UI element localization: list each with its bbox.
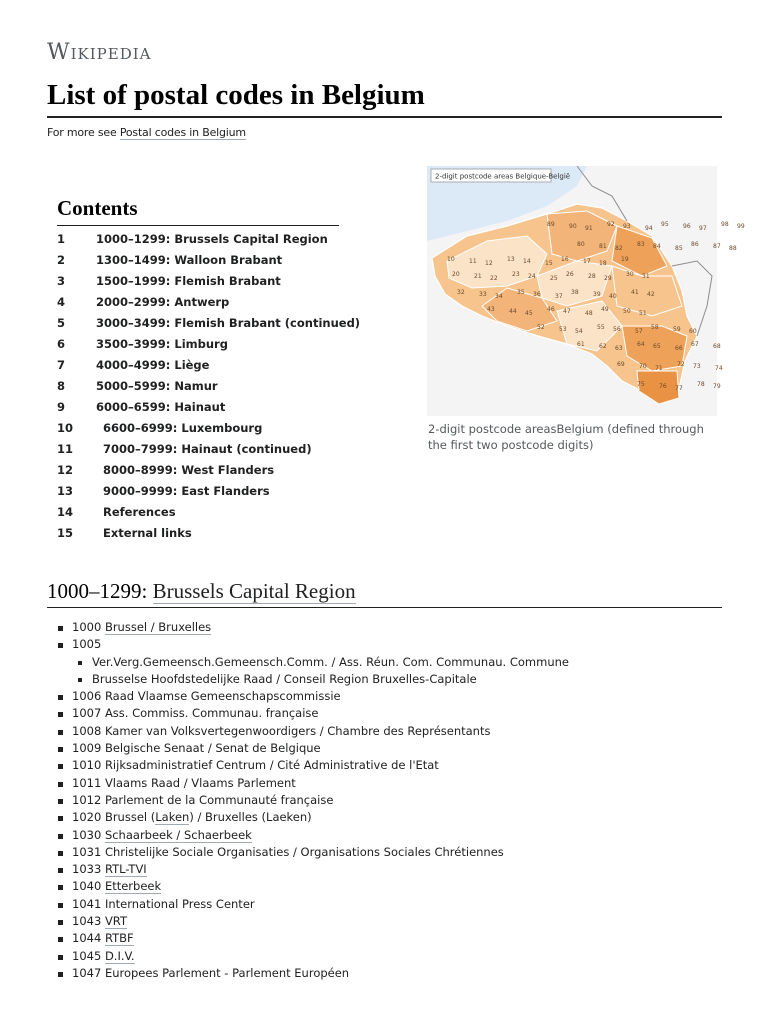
list-item — [58, 740, 738, 757]
bullet-icon — [58, 747, 63, 752]
map-region-label: 62 — [599, 343, 607, 350]
map-region-label: 43 — [487, 306, 495, 313]
list-item — [58, 827, 738, 844]
toc-item[interactable] — [57, 463, 357, 484]
map-region-label: 23 — [512, 271, 520, 278]
postal-code-list — [58, 619, 738, 982]
postal-code: 1012 — [72, 792, 105, 807]
place-name: International Press Center — [104, 896, 255, 911]
postal-code: 1040 — [72, 879, 105, 894]
toc-link[interactable]: 6000–6599: Hainaut — [96, 400, 226, 414]
list-item — [58, 861, 738, 878]
map-region-label: 35 — [517, 289, 525, 296]
bullet-icon — [58, 782, 63, 787]
toc-link[interactable]: 8000–8999: West Flanders — [103, 463, 275, 477]
map-region-label: 22 — [490, 275, 498, 282]
map-region-label: 92 — [607, 221, 615, 228]
map-region-label: 38 — [571, 289, 579, 296]
map-region-label: 55 — [597, 324, 605, 331]
list-item-text — [72, 688, 341, 705]
bullet-icon — [58, 816, 63, 821]
map-region-label: 50 — [623, 308, 631, 315]
map-region-label: 75 — [637, 381, 645, 388]
bullet-icon — [58, 903, 63, 908]
map-region-label: 87 — [713, 243, 721, 250]
list-item — [58, 930, 738, 947]
map-region-label: 49 — [601, 306, 609, 313]
bullet-icon — [58, 799, 63, 804]
place-link[interactable]: Laken — [155, 810, 190, 825]
bullet-icon — [58, 920, 63, 925]
bullet-icon — [58, 643, 63, 648]
list-item-text — [72, 723, 490, 740]
wikipedia-logo[interactable]: Wikipedia — [47, 40, 152, 65]
map-region-label: 52 — [537, 324, 545, 331]
map-region-label: 57 — [635, 328, 643, 335]
postal-code: 1020 — [72, 810, 105, 825]
bullet-icon — [58, 695, 63, 700]
toc-number: 4 — [57, 295, 66, 309]
toc-item[interactable] — [57, 379, 357, 400]
place-name: Ass. Commiss. Communau. française — [104, 706, 319, 721]
bullet-icon — [58, 834, 63, 839]
map-region-label: 34 — [495, 293, 503, 300]
postal-code: 1007 — [72, 706, 105, 721]
map-region-label: 44 — [509, 308, 517, 315]
place-name: Vlaams Raad / Vlaams Parlement — [104, 775, 296, 790]
list-item — [58, 636, 738, 653]
map-region-label: 67 — [691, 341, 699, 348]
postal-code: 1000 — [72, 620, 105, 634]
list-item-text — [72, 878, 161, 895]
postal-code: 1009 — [72, 741, 105, 756]
map-region-label: 51 — [639, 310, 647, 317]
toc-number: 9 — [57, 400, 66, 414]
toc-link[interactable]: References — [103, 505, 176, 519]
place-link[interactable]: D.I.V. — [104, 948, 135, 963]
map-region-label: 69 — [617, 361, 625, 368]
list-item-text — [72, 861, 147, 878]
map-region-label: 33 — [479, 291, 487, 298]
place-name: Belgische Senaat / Senat de Belgique — [104, 741, 321, 756]
map-region-label: 71 — [655, 365, 663, 372]
list-item-text — [92, 671, 477, 688]
place-link[interactable]: RTL-TVI — [104, 862, 147, 877]
map-region-label: 72 — [677, 361, 685, 368]
map-region-label: 17 — [583, 258, 591, 265]
map-region-label: 41 — [631, 289, 639, 296]
toc-list — [57, 232, 361, 547]
list-item-text — [72, 913, 127, 930]
map-region-label: 37 — [555, 293, 563, 300]
toc-number: 10 — [57, 421, 74, 435]
map-region-label: 54 — [575, 328, 583, 335]
postal-code: 1041 — [72, 896, 105, 911]
list-item — [58, 809, 738, 826]
bullet-icon — [78, 678, 82, 682]
toc-link[interactable]: 2000–2999: Antwerp — [96, 295, 230, 309]
place-name: ) / Bruxelles (Laeken) — [189, 810, 312, 825]
bullet-icon — [78, 661, 82, 665]
toc-title: Contents — [57, 196, 339, 226]
map-region-label: 99 — [737, 223, 745, 230]
bullet-icon — [58, 937, 63, 942]
map-region-label: 85 — [675, 245, 683, 252]
map-region-label: 29 — [604, 275, 612, 282]
map-region-label: 36 — [533, 291, 541, 298]
map-region-label: 46 — [547, 306, 555, 313]
sub-list-item — [58, 654, 738, 671]
toc-number: 14 — [57, 505, 74, 519]
map-region-label: 53 — [559, 326, 567, 333]
postal-code: 1044 — [72, 931, 105, 946]
list-item-text — [72, 636, 101, 653]
postal-code: 1045 — [72, 948, 105, 963]
map-region-label: 94 — [645, 225, 653, 232]
toc-item[interactable] — [57, 526, 357, 547]
postal-code: 1030 — [72, 827, 105, 842]
map-region-label: 24 — [528, 273, 536, 280]
map-region-label: 13 — [507, 256, 515, 263]
map-region-label: 93 — [623, 223, 631, 230]
place-link[interactable]: Schaarbeek / Schaerbeek — [104, 827, 252, 842]
map-region-label: 39 — [593, 291, 601, 298]
map-region-label: 59 — [673, 326, 681, 333]
map-svg — [427, 166, 745, 416]
postal-code: 1047 — [72, 965, 105, 980]
map-region-label: 63 — [615, 345, 623, 352]
list-item — [58, 896, 738, 913]
place-link[interactable]: Brussel / Bruxelles — [104, 620, 212, 634]
map-region-label: 14 — [523, 258, 531, 265]
toc-number: 3 — [57, 274, 66, 288]
postal-code: 1006 — [72, 689, 105, 704]
list-item-text — [72, 827, 252, 844]
toc-link[interactable]: 1000–1299: Brussels Capital Region — [96, 232, 328, 246]
map-region-label: 42 — [647, 291, 655, 298]
bullet-icon — [58, 955, 63, 960]
bullet-icon — [58, 730, 63, 735]
place-link[interactable]: RTBF — [104, 931, 134, 946]
map-region-label: 32 — [457, 289, 465, 296]
place-name: Europees Parlement - Parlement Européen — [104, 965, 350, 980]
map-region-label: 68 — [713, 343, 721, 350]
map-region-label: 84 — [653, 243, 661, 250]
map-region-label: 10 — [447, 256, 455, 263]
toc-item[interactable] — [57, 505, 357, 526]
postal-code: 1033 — [72, 862, 105, 877]
map-region-label: 77 — [675, 385, 683, 392]
toc-link[interactable]: 4000–4999: Liège — [96, 358, 210, 372]
toc-item[interactable] — [57, 295, 357, 316]
list-item-text — [72, 948, 135, 965]
list-item — [58, 723, 738, 740]
bullet-icon — [58, 868, 63, 873]
toc-number: 13 — [57, 484, 74, 498]
map-title: 2-digit postcode areas Belgique-België — [435, 172, 571, 181]
list-item-text — [72, 965, 349, 982]
list-item-text — [92, 654, 569, 671]
list-item-text — [72, 740, 321, 757]
map-region-label: 96 — [683, 223, 691, 230]
place-name: Brusselse Hoofdstedelijke Raad / Conseil Region Bruxelles-Capitale — [92, 671, 477, 686]
map-region-label: 28 — [588, 273, 596, 280]
map-region-label: 80 — [577, 241, 585, 248]
toc-number: 7 — [57, 358, 66, 372]
map-region-label: 95 — [661, 221, 669, 228]
toc-item[interactable] — [57, 358, 357, 379]
toc-item[interactable] — [57, 442, 357, 463]
toc-link[interactable]: 5000–5999: Namur — [96, 379, 218, 393]
map-region-label: 56 — [613, 326, 621, 333]
toc-item[interactable] — [57, 232, 357, 253]
list-item-text — [72, 619, 211, 636]
list-item — [58, 792, 738, 809]
list-item — [58, 757, 738, 774]
toc-link[interactable]: 6600–6999: Luxembourg — [103, 421, 263, 435]
map-region-label: 86 — [691, 241, 699, 248]
map-region-label: 82 — [615, 245, 623, 252]
list-item — [58, 948, 738, 965]
map-region-label: 73 — [693, 363, 701, 370]
place-name: Rijksadministratief Centrum / Cité Administrative de l'Etat — [104, 758, 439, 773]
toc-link[interactable]: 1500–1999: Flemish Brabant — [96, 274, 281, 288]
place-name: Kamer van Volksvertegenwoordigers / Chambre des Représentants — [104, 723, 491, 738]
place-name: Ver.Verg.Gemeensch.Gemeensch.Comm. / Ass. Réun. Com. Communau. Commune — [92, 654, 569, 669]
bullet-icon — [58, 851, 63, 856]
map-region-label: 12 — [485, 260, 493, 267]
section-heading-prefix: 1000–1299: — [47, 579, 153, 603]
list-item-text — [72, 809, 312, 826]
postal-code: 1031 — [72, 844, 105, 859]
toc-link[interactable]: 3000–3499: Flemish Brabant (continued) — [96, 316, 361, 330]
map-region-label: 47 — [563, 308, 571, 315]
toc-link[interactable]: 9000–9999: East Flanders — [103, 484, 270, 498]
map-region-label: 48 — [585, 310, 593, 317]
table-of-contents — [57, 196, 361, 547]
map-region-label: 76 — [659, 383, 667, 390]
map-region-label: 91 — [585, 225, 593, 232]
place-link[interactable]: Etterbeek — [104, 879, 162, 894]
list-item — [58, 705, 738, 722]
map-region-label: 25 — [550, 275, 558, 282]
list-item-text — [72, 792, 333, 809]
hatnote-prefix: For more see — [47, 126, 120, 139]
toc-number: 5 — [57, 316, 66, 330]
list-item — [58, 844, 738, 861]
map-region-label: 81 — [599, 243, 607, 250]
postal-code: 1008 — [72, 723, 105, 738]
place-name: Christelijke Sociale Organisaties / Organisations Sociales Chrétiennes — [104, 844, 504, 859]
list-item-text — [72, 896, 255, 913]
toc-link[interactable]: External links — [103, 526, 192, 540]
list-item — [58, 619, 738, 636]
map-region-label: 90 — [569, 223, 577, 230]
map-region-label: 16 — [561, 256, 569, 263]
toc-item[interactable] — [57, 316, 361, 337]
list-item-text — [72, 930, 134, 947]
map-region-label: 88 — [729, 245, 737, 252]
belgium-postcode-map[interactable] — [427, 166, 745, 416]
hatnote-link[interactable]: Postal codes in Belgium — [119, 126, 246, 139]
map-region-label: 65 — [653, 343, 661, 350]
section-heading-brussels — [47, 578, 722, 608]
map-region-label: 66 — [675, 345, 683, 352]
toc-item[interactable] — [57, 274, 357, 295]
bullet-icon — [58, 712, 63, 717]
place-name: Raad Vlaamse Gemeenschapscommissie — [104, 689, 341, 704]
map-region-label: 26 — [566, 271, 574, 278]
map-region-label: 64 — [637, 341, 645, 348]
map-region-label: 58 — [651, 324, 659, 331]
map-region-label: 89 — [547, 221, 555, 228]
map-region-label: 30 — [626, 271, 634, 278]
bullet-icon — [58, 885, 63, 890]
map-region-label: 97 — [699, 225, 707, 232]
section-heading-link[interactable]: Brussels Capital Region — [152, 579, 356, 603]
toc-item[interactable] — [57, 253, 357, 274]
map-region-label: 45 — [525, 310, 533, 317]
place-link[interactable]: VRT — [104, 914, 127, 929]
list-item-text — [72, 757, 439, 774]
bullet-icon — [58, 972, 63, 977]
map-region-label: 79 — [713, 383, 721, 390]
hatnote — [47, 126, 246, 139]
map-region-label: 60 — [689, 328, 697, 335]
toc-number: 1 — [57, 232, 66, 246]
list-item-text — [72, 844, 504, 861]
toc-number: 12 — [57, 463, 74, 477]
toc-number: 6 — [57, 337, 66, 351]
toc-item[interactable] — [57, 484, 357, 505]
list-item — [58, 688, 738, 705]
toc-number: 8 — [57, 379, 66, 393]
postal-code: 1005 — [72, 637, 102, 652]
toc-number: 15 — [57, 526, 74, 540]
toc-link[interactable]: 3500–3999: Limburg — [96, 337, 228, 351]
list-item — [58, 878, 738, 895]
map-region-label: 61 — [577, 341, 585, 348]
list-item — [58, 775, 738, 792]
map-region-label: 11 — [469, 258, 477, 265]
bullet-icon — [58, 764, 63, 769]
toc-link[interactable]: 1300–1499: Walloon Brabant — [96, 253, 283, 267]
list-item-text — [72, 775, 296, 792]
map-region-label: 98 — [721, 221, 729, 228]
place-name: Brussel ( — [104, 810, 156, 825]
figure-caption: 2-digit postcode areasBelgium (defined through the first two postcode digits) — [428, 422, 704, 452]
map-region-label: 31 — [642, 273, 650, 280]
postal-code: 1011 — [72, 775, 105, 790]
map-region-label: 19 — [621, 256, 629, 263]
toc-item[interactable] — [57, 421, 357, 442]
page-title: List of postal codes in Belgium — [47, 78, 722, 118]
place-name: Parlement de la Communauté française — [104, 792, 334, 807]
toc-item[interactable] — [57, 400, 357, 421]
postal-code: 1010 — [72, 758, 105, 773]
map-region-label: 21 — [474, 273, 482, 280]
postal-code: 1043 — [72, 914, 105, 929]
map-region-label: 83 — [637, 241, 645, 248]
list-item — [58, 913, 738, 930]
toc-item[interactable] — [57, 337, 357, 358]
map-region-label: 78 — [697, 381, 705, 388]
toc-number: 2 — [57, 253, 66, 267]
toc-number: 11 — [57, 442, 74, 456]
list-item-text — [72, 705, 319, 722]
map-region-label: 70 — [639, 363, 647, 370]
sub-list-item — [58, 671, 738, 688]
map-region-label: 20 — [452, 271, 460, 278]
map-region-label: 18 — [599, 260, 607, 267]
bullet-icon — [58, 626, 63, 631]
map-region-label: 74 — [715, 365, 723, 372]
map-region-label: 40 — [609, 293, 617, 300]
toc-link[interactable]: 7000–7999: Hainaut (continued) — [103, 442, 312, 456]
list-item — [58, 965, 738, 982]
map-region-label: 15 — [545, 260, 553, 267]
